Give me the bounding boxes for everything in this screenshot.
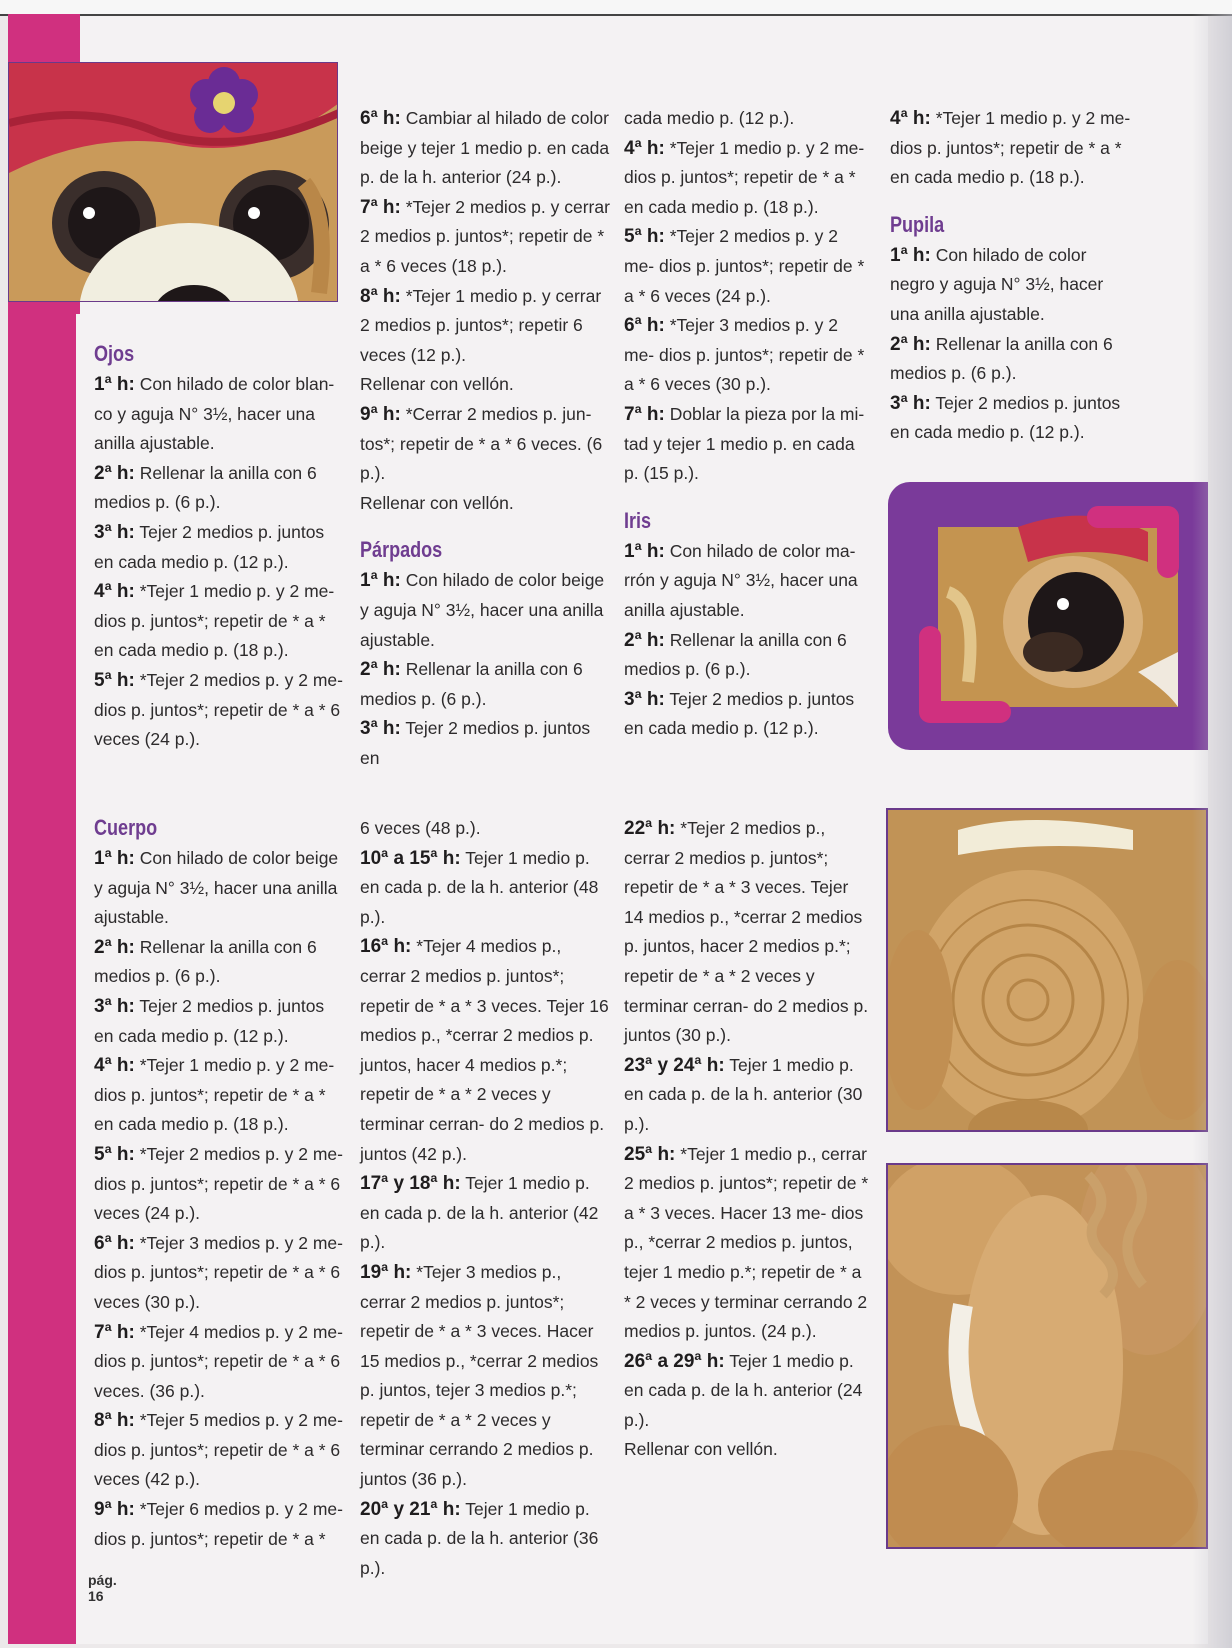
instruction-row: 7ª h: *Tejer 4 medios p. y 2 me- dios p. juntos*; repetir de * a * 6 veces. (36 p.). [94, 1321, 343, 1401]
instruction-row: 6ª h: *Tejer 3 medios p. y 2 me- dios p. juntos*; repetir de * a * 6 veces (30 p.). [94, 1232, 343, 1312]
instruction-row: 23ª y 24ª h: Tejer 1 medio p. en cada p. de la h. anterior (30 p.). [624, 1054, 863, 1134]
instruction-row: 1ª h: Con hilado de color beige y aguja N° 3½, hacer una anilla ajustable. [360, 570, 605, 650]
instruction-row: 4ª h: *Tejer 1 medio p. y 2 me- dios p. juntos*; repetir de * a * en cada medio p. (18 p.). [890, 108, 1131, 188]
page-number: pág. 16 [88, 1572, 117, 1604]
instruction-row: 1ª h: Con hilado de color negro y aguja N° 3½, hacer una anilla ajustable. [890, 244, 1104, 324]
body-leg-illustration [888, 1165, 1208, 1549]
instruction-row: 8ª h: *Tejer 5 medios p. y 2 me- dios p. juntos*; repetir de * a * 6 veces (42 p.). [94, 1410, 343, 1490]
instruction-row: 8ª h: *Tejer 1 medio p. y cerrar 2 medios p. juntos*; repetir 6 veces (12 p.). [360, 285, 602, 365]
eye-closeup-illustration [888, 482, 1208, 750]
body-back-illustration [888, 810, 1208, 1132]
section-cuerpo [94, 812, 344, 1554]
instruction-row: 2ª h: Rellenar la anilla con 6 medios p. (6 p.). [94, 462, 317, 513]
instruction-row: 2ª h: Rellenar la anilla con 6 medios p. (6 p.). [94, 936, 317, 987]
instruction-row: 2ª h: Rellenar la anilla con 6 medios p. (6 p.). [890, 333, 1113, 384]
instruction-row: 3ª h: Tejer 2 medios p. juntos en cada medio p. (12 p.). [890, 392, 1121, 443]
instruction-row: Rellenar con vellón. [624, 1439, 778, 1460]
column-3-bottom [624, 814, 869, 1465]
instruction-row: 9ª h: *Cerrar 2 medios p. jun- tos*; repetir de * a * 6 veces. (6 p.). [360, 403, 603, 484]
instruction-row: 2ª h: Rellenar la anilla con 6 medios p. (6 p.). [360, 659, 583, 709]
column-2-top [360, 104, 610, 773]
instruction-row: 20ª y 21ª h: Tejer 1 medio p. en cada p. de la h. anterior (36 p.). [360, 1498, 599, 1578]
instruction-row: 3ª h: Tejer 2 medios p. juntos en cada medio p. (12 p.). [94, 995, 325, 1046]
instruction-row: 6ª h: *Tejer 3 medios p. y 2 me- dios p. juntos*; repetir de * a * 6 veces (30 p.). [624, 315, 865, 395]
instruction-row: 5ª h: *Tejer 2 medios p. y 2 me- dios p. juntos*; repetir de * a * 6 veces (24 p.). [624, 226, 865, 306]
instruction-row: 25ª h: *Tejer 1 medio p., cerrar 2 medios p. juntos*; repetir de * a * 3 veces. Hacer 13 me- dios p., *cerrar 2 medios p. juntos, tejer 1 medio p.*; repetir de * a * 2 veces y terminar cerrando 2 medios p. juntos. (24 p.). [624, 1143, 869, 1342]
section-title-cuerpo: Cuerpo [94, 815, 158, 840]
instruction-row: 16ª h: *Tejer 4 medios p., cerrar 2 medios p. juntos*; repetir de * a * 3 veces. Tejer 16 medios p., *cerrar 2 medios p. juntos, hacer 4 medios p.*; repetir de * a * 2 veces y terminar cerran- do 2 medios p. juntos (42 p.). [360, 936, 609, 1164]
photo-doll-face [8, 62, 338, 302]
instruction-row: 5ª h: *Tejer 2 medios p. y 2 me- dios p. juntos*; repetir de * a * 6 veces (24 p.). [94, 1143, 343, 1224]
pink-margin-bar [8, 300, 76, 1644]
instruction-row: 10ª a 15ª h: Tejer 1 medio p. en cada p. de la h. anterior (48 p.). [360, 847, 599, 927]
instruction-row: cada medio p. (12 p.). [624, 108, 795, 128]
instruction-row: 4ª h: *Tejer 1 medio p. y 2 me- dios p. juntos*; repetir de * a * en cada medio p. (18 p.). [94, 581, 335, 661]
page-top-edge [0, 0, 1232, 16]
instruction-row: 5ª h: *Tejer 2 medios p. y 2 me- dios p. juntos*; repetir de * a * 6 veces (24 p.). [94, 669, 343, 750]
instruction-row: 6ª h: Cambiar al hilado de color beige y tejer 1 medio p. en cada p. de la h. anterior (24 p.). [360, 108, 610, 188]
instruction-row: 19ª h: *Tejer 3 medios p., cerrar 2 medios p. juntos*; repetir de * a * 3 veces. Hacer 15 medios p., *cerrar 2 medios p. juntos, tejer 3 medios p.*; repetir de * a * 2 veces y terminar cerrando 2 medios p. juntos (36 p.). [360, 1261, 599, 1490]
instruction-row: 1ª h: Con hilado de color blan- co y aguja N° 3½, hacer una anilla ajustable. [94, 374, 335, 454]
section-title-ojos: Ojos [94, 341, 135, 366]
column-4-top [890, 104, 1135, 448]
page-curl-shadow [1192, 14, 1232, 1648]
section-title-iris: Iris [624, 507, 652, 533]
instruction-row: 17ª y 18ª h: Tejer 1 medio p. en cada p. de la h. anterior (42 p.). [360, 1173, 599, 1253]
instruction-row: 7ª h: *Tejer 2 medios p. y cerrar 2 medios p. juntos*; repetir de * a * 6 veces (18 p.). [360, 196, 610, 276]
instruction-row: 6 veces (48 p.). [360, 818, 481, 838]
instruction-row: 1ª h: Con hilado de color ma- rrón y aguja N° 3½, hacer una anilla ajustable. [624, 540, 858, 620]
photo-body-leg [886, 1163, 1208, 1549]
section-ojos [94, 338, 344, 755]
column-3-top [624, 104, 866, 744]
instruction-row: 4ª h: *Tejer 1 medio p. y 2 me- dios p. juntos*; repetir de * a * en cada medio p. (18 p.). [94, 1055, 335, 1135]
instruction-row: 9ª h: *Tejer 6 medios p. y 2 me- dios p. juntos*; repetir de * a * [94, 1499, 343, 1549]
section-title-parpados: Párpados [360, 537, 443, 563]
instruction-row: 3ª h: Tejer 2 medios p. juntos en cada medio p. (12 p.). [94, 521, 325, 572]
instruction-row: 26ª a 29ª h: Tejer 1 medio p. en cada p. de la h. anterior (24 p.). [624, 1350, 863, 1430]
doll-face-illustration [9, 63, 338, 302]
photo-eye-closeup [888, 482, 1208, 750]
instruction-row: Rellenar con vellón. [360, 374, 514, 395]
section-title-pupila: Pupila [890, 211, 945, 237]
instruction-row: 2ª h: Rellenar la anilla con 6 medios p. (6 p.). [624, 629, 847, 680]
instruction-row: 1ª h: Con hilado de color beige y aguja N° 3½, hacer una anilla ajustable. [94, 848, 339, 928]
instruction-row: 3ª h: Tejer 2 medios p. juntos en [360, 718, 591, 768]
instruction-row: 22ª h: *Tejer 2 medios p., cerrar 2 medios p. juntos*; repetir de * a * 3 veces. Tejer 14 medios p., *cerrar 2 medios p. juntos, hacer 2 medios p.*; repetir de * a * 2 veces y terminar cerran- do 2 medios p. juntos (30 p.). [624, 818, 869, 1046]
photo-body-back [886, 808, 1208, 1132]
instruction-row: 7ª h: Doblar la pieza por la mi- tad y tejer 1 medio p. en cada p. (15 p.). [624, 403, 865, 484]
instruction-row: Rellenar con vellón. [360, 492, 514, 513]
instruction-row: 4ª h: *Tejer 1 medio p. y 2 me- dios p. juntos*; repetir de * a * en cada medio p. (18 p.). [624, 137, 865, 217]
instruction-row: 3ª h: Tejer 2 medios p. juntos en cada medio p. (12 p.). [624, 688, 855, 739]
column-2-bottom [360, 814, 610, 1583]
